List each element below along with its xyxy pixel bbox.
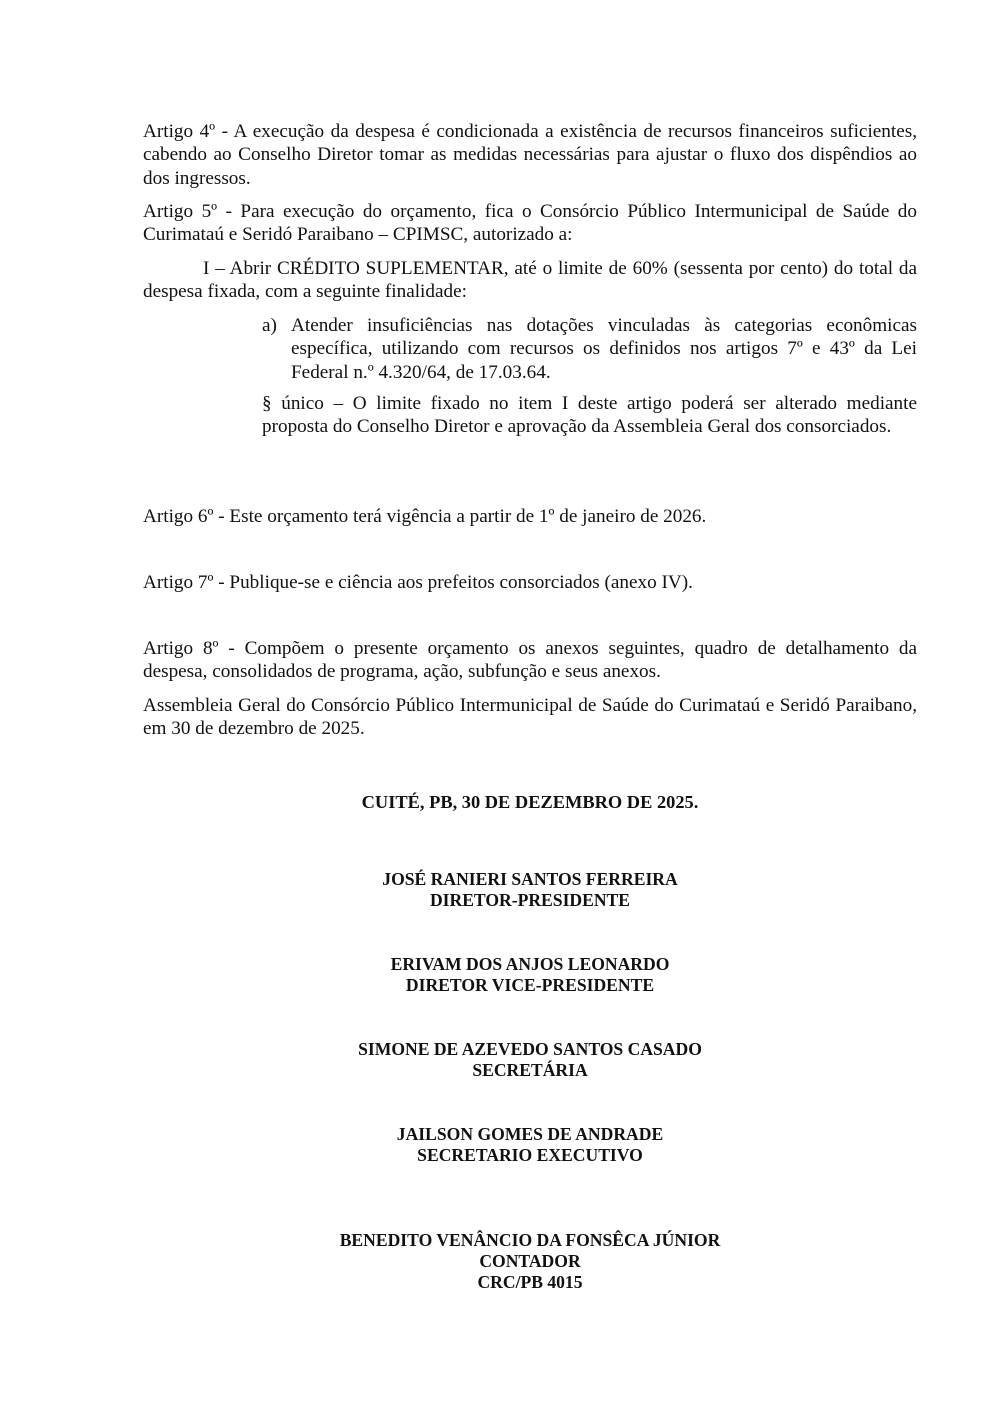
- signatory-role: SECRETÁRIA: [472, 1060, 588, 1080]
- signatory-name: BENEDITO VENÂNCIO DA FONSÊCA JÚNIOR: [339, 1230, 721, 1250]
- article-5: Artigo 5º - Para execução do orçamento, fica o Consórcio Público Intermunicipal de Saúde do Curimataú e Seridó Paraibano – CPIMSC, autorizado a:: [143, 201, 917, 246]
- signatory-role: CONTADOR: [479, 1251, 581, 1271]
- signature-block: [230, 954, 830, 996]
- signatory-name: JAILSON GOMES DE ANDRADE: [396, 1124, 664, 1144]
- article-4: Artigo 4º - A execução da despesa é condicionada a existência de recursos financeiros suficientes, cabendo ao Conselho Diretor tomar as medidas necessárias para ajustar o fluxo dos dispêndios ao dos ingressos.: [143, 121, 917, 189]
- place-and-date: CUITÉ, PB, 30 DE DEZEMBRO DE 2025.: [361, 792, 699, 812]
- signatory-role: DIRETOR-PRESIDENTE: [429, 890, 631, 910]
- article-5-item-a: [262, 314, 917, 384]
- article-5-inciso-1: I – Abrir CRÉDITO SUPLEMENTAR, até o limite de 60% (sessenta por cento) do total da despesa fixada, com a seguinte finalidade:: [143, 258, 917, 303]
- signatory-name: ERIVAM DOS ANJOS LEONARDO: [390, 954, 670, 974]
- signatory-name: SIMONE DE AZEVEDO SANTOS CASADO: [358, 1039, 702, 1059]
- article-5-single-paragraph: § único – O limite fixado no item I deste artigo poderá ser alterado mediante proposta do Conselho Diretor e aprovação da Assembleia Geral dos consorciados.: [262, 393, 917, 438]
- signatory-registration: CRC/PB 4015: [477, 1272, 583, 1292]
- signature-block: [230, 1124, 830, 1166]
- signature-block: [230, 1039, 830, 1081]
- signatory-name: JOSÉ RANIERI SANTOS FERREIRA: [382, 869, 678, 889]
- item-a-text: Atender insuficiências nas dotações vinculadas às categorias econômicas específica, utilizando com recursos os definidos nos artigos 7º e 43º da Lei Federal n.º 4.320/64, de 17.03.64.: [291, 315, 917, 383]
- article-6: Artigo 6º - Este orçamento terá vigência a partir de 1º de janeiro de 2026.: [143, 506, 707, 527]
- item-a-marker: a): [262, 315, 277, 336]
- article-8: Artigo 8º - Compõem o presente orçamento os anexos seguintes, quadro de detalhamento da despesa, consolidados de programa, ação, subfunção e seus anexos.: [143, 638, 917, 683]
- article-7: Artigo 7º - Publique-se e ciência aos prefeitos consorciados (anexo IV).: [143, 572, 693, 593]
- signature-block: [230, 869, 830, 911]
- signature-block: [230, 1230, 830, 1293]
- signatory-role: SECRETARIO EXECUTIVO: [417, 1145, 643, 1165]
- signatory-role: DIRETOR VICE-PRESIDENTE: [405, 975, 655, 995]
- closing-statement: Assembleia Geral do Consórcio Público Intermunicipal de Saúde do Curimataú e Seridó Paraibano, em 30 de dezembro de 2025.: [143, 695, 917, 740]
